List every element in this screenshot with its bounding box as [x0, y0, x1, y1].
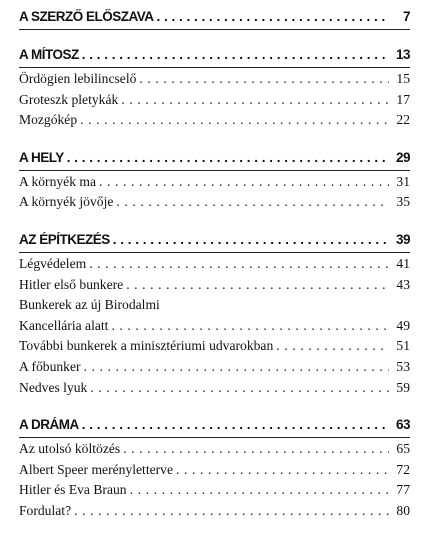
- section-heading-title: AZ ÉPÍTKEZÉS: [19, 231, 110, 247]
- section-heading[interactable]: [19, 232, 410, 253]
- section-heading-page: 13: [395, 47, 410, 62]
- toc-entry-page: 80: [396, 502, 410, 518]
- toc-entry[interactable]: [19, 380, 410, 401]
- toc-entry-title: Fordulat?: [19, 502, 72, 518]
- section-heading-title: A DRÁMA: [19, 417, 79, 433]
- toc-section: [19, 417, 410, 523]
- section-heading-title: A HELY: [19, 149, 64, 165]
- toc-entry-title: A környék ma: [19, 173, 97, 189]
- toc-entry[interactable]: [19, 194, 410, 215]
- dot-leader: [113, 232, 389, 247]
- toc-section: [19, 47, 410, 133]
- section-heading-title: A SZERZŐ ELŐSZAVA: [19, 9, 154, 24]
- table-of-contents: [19, 9, 410, 541]
- dot-leader: [99, 174, 389, 190]
- dot-leader: [116, 194, 389, 210]
- toc-entry-page: 31: [396, 173, 410, 189]
- section-heading[interactable]: [19, 150, 410, 171]
- toc-entry-page: 72: [396, 461, 410, 477]
- dot-leader: [139, 71, 389, 87]
- toc-entry[interactable]: [19, 338, 410, 359]
- toc-entry-title: Groteszk pletykák: [19, 91, 119, 107]
- toc-entry-title: A főbunker: [19, 358, 81, 374]
- toc-entry-title: További bunkerek a minisztériumi udvarokban: [19, 338, 274, 354]
- dot-leader: [126, 277, 389, 293]
- toc-entry[interactable]: [19, 71, 410, 92]
- dot-leader: [84, 359, 389, 375]
- toc-entry-title: Mozgókép: [19, 112, 78, 128]
- dot-leader: [82, 417, 389, 432]
- dot-leader: [121, 92, 389, 108]
- toc-entry[interactable]: [19, 441, 410, 462]
- toc-entry-page: 41: [396, 255, 410, 271]
- dot-leader: [90, 380, 389, 396]
- toc-entry-page: 22: [396, 112, 410, 128]
- toc-section: [19, 9, 410, 30]
- dot-leader: [111, 318, 389, 334]
- toc-entry-title: Ördögien lebilincselő: [19, 71, 137, 86]
- toc-entry[interactable]: [19, 503, 410, 524]
- dot-leader: [80, 112, 389, 128]
- toc-entry[interactable]: [19, 256, 410, 277]
- dot-leader: [89, 256, 389, 272]
- dot-leader: [276, 338, 389, 354]
- dot-leader: [157, 9, 389, 24]
- section-heading-page: 39: [395, 231, 410, 247]
- toc-entry-page: 59: [396, 379, 410, 395]
- toc-entry[interactable]: [19, 174, 410, 195]
- section-heading[interactable]: [19, 47, 410, 68]
- toc-entry-title: Hitler és Eva Braun: [19, 482, 127, 498]
- toc-entry[interactable]: [19, 92, 410, 113]
- toc-entry-page: 77: [396, 482, 410, 498]
- toc-entry[interactable]: [19, 462, 410, 483]
- toc-entry[interactable]: [19, 112, 410, 133]
- toc-entry[interactable]: [19, 359, 410, 380]
- toc-entry-page: 17: [396, 91, 410, 107]
- toc-entry-title: Légvédelem: [19, 255, 87, 271]
- toc-entry[interactable]: [19, 297, 410, 318]
- toc-entry-title: Nedves lyuk: [19, 379, 88, 395]
- toc-entry[interactable]: [19, 482, 410, 503]
- toc-entry[interactable]: [19, 277, 410, 298]
- section-heading-page: 29: [395, 149, 410, 165]
- section-heading-page: 63: [395, 417, 410, 433]
- dot-leader: [176, 462, 389, 478]
- dot-leader: [67, 150, 389, 165]
- toc-entry-page: 53: [396, 358, 410, 374]
- toc-entry-page: 15: [396, 71, 410, 86]
- toc-entry-title: A környék jövője: [19, 194, 114, 210]
- toc-entry-page: 65: [396, 441, 410, 457]
- toc-entry-title: Kancellária alatt: [19, 317, 109, 333]
- toc-section: [19, 232, 410, 400]
- section-heading-title: A MÍTOSZ: [19, 47, 79, 62]
- toc-entry-title: Albert Speer merényletterve: [19, 461, 173, 477]
- toc-entry-page: 35: [396, 194, 410, 210]
- section-heading-page: 7: [402, 9, 410, 24]
- toc-entry-page: 51: [396, 338, 410, 354]
- toc-section: [19, 150, 410, 215]
- toc-entry-title: Az utolsó költözés: [19, 441, 121, 457]
- toc-entry-title: Hitler első bunkere: [19, 276, 124, 292]
- toc-entry-page: 43: [396, 276, 410, 292]
- dot-leader: [82, 47, 389, 62]
- dot-leader: [123, 441, 389, 457]
- section-heading[interactable]: [19, 417, 410, 438]
- dot-leader: [74, 503, 389, 519]
- toc-entry-title: Bunkerek az új Birodalmi: [19, 297, 160, 313]
- dot-leader: [130, 482, 389, 498]
- section-heading[interactable]: [19, 9, 410, 30]
- toc-entry[interactable]: [19, 318, 410, 339]
- toc-entry-page: 49: [396, 317, 410, 333]
